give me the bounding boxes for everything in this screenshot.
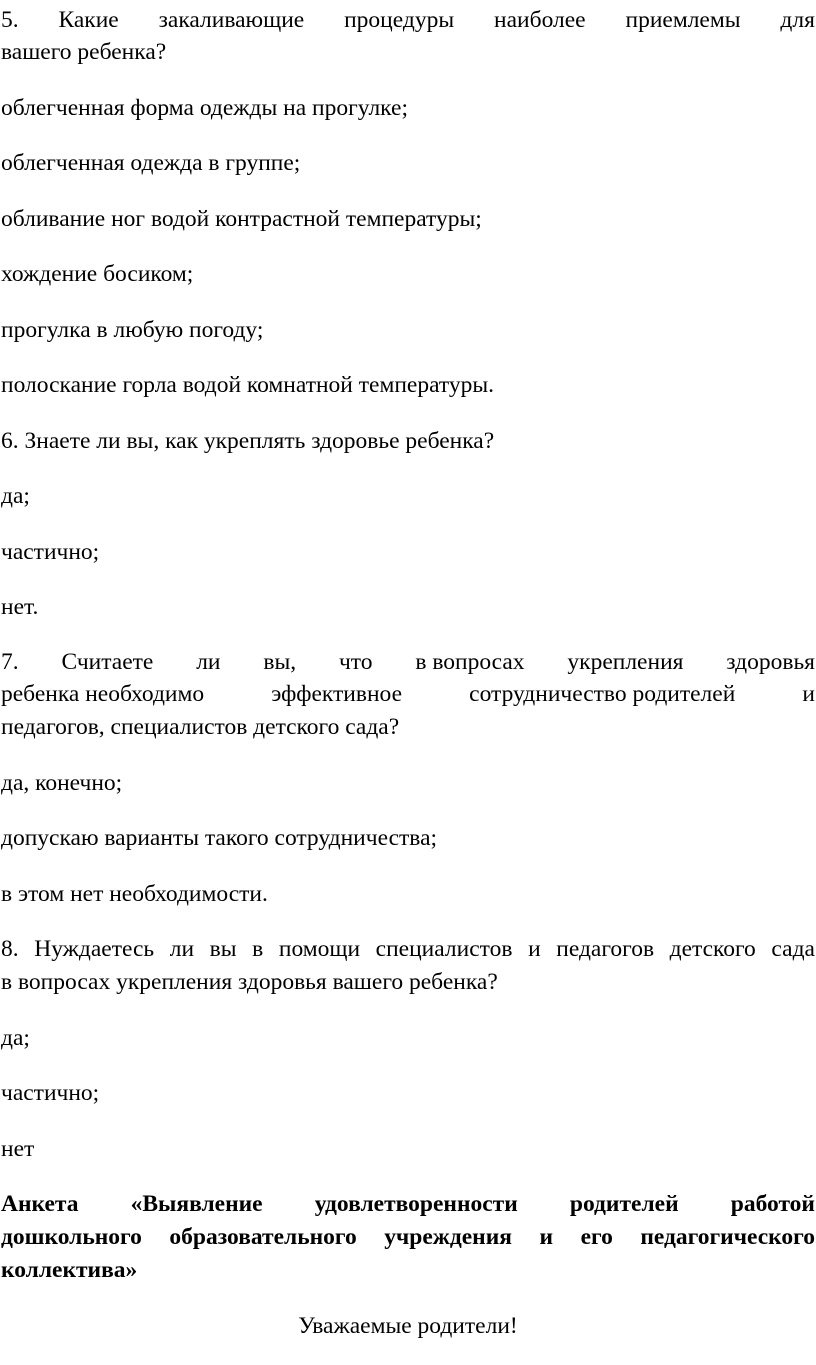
q7-word: ли (196, 649, 221, 675)
q7-question-line-3: педагогов, специалистов детского сада? (1, 714, 400, 740)
q5-word: Какие (58, 7, 119, 33)
q7-word: ребенка необходимо (1, 681, 205, 707)
greeting: Уважаемые родители! (298, 1313, 518, 1339)
q7-option: в этом нет необходимости. (1, 881, 268, 907)
q5-option: облегченная форма одежды на прогулке; (1, 95, 408, 121)
title-word: «Выявление (130, 1191, 263, 1217)
title-word: образовательного (169, 1224, 357, 1250)
q7-word: укрепления (567, 649, 684, 675)
q8-word: 8. (1, 936, 19, 962)
title-word: дошкольного (1, 1224, 142, 1250)
q8-word: и (528, 936, 541, 962)
q8-word: педагогов (556, 936, 655, 962)
q5-option: облегченная одежда в группе; (1, 150, 301, 176)
q6-option: нет. (1, 594, 39, 620)
q8-word: детского (669, 936, 756, 962)
q5-word: наиболее (494, 7, 586, 33)
q7-word: что (338, 649, 373, 675)
title-word: родителей (569, 1191, 679, 1217)
q6-question: 6. Знаете ли вы, как укреплять здоровье ребенка? (1, 428, 495, 454)
q8-word: в (252, 936, 264, 962)
q8-option: нет (1, 1136, 35, 1162)
title-word: работой (730, 1191, 815, 1217)
q8-question-line-1 (1, 933, 815, 965)
title-word: педагогического (640, 1224, 815, 1250)
q6-option: да; (1, 483, 30, 509)
q7-word: вы, (263, 649, 297, 675)
title-word: его (580, 1224, 613, 1250)
q5-question-line-1 (1, 4, 815, 36)
survey-title-line-1 (1, 1188, 815, 1220)
q7-word: в вопросах (415, 649, 525, 675)
title-word: удовлетворенности (314, 1191, 518, 1217)
q8-word: сада (771, 936, 815, 962)
q7-word: эффективное (271, 681, 403, 707)
title-word: Анкета (1, 1191, 79, 1217)
q8-word: Нуждаетесь (34, 936, 155, 962)
survey-title-line-2 (1, 1221, 815, 1253)
q5-word: закаливающие (158, 7, 305, 33)
q7-question-line-1 (1, 646, 815, 678)
q5-word: процедуры (344, 7, 455, 33)
q5-word: приемлемы (625, 7, 741, 33)
q6-option: частично; (1, 539, 100, 565)
q7-word: Считаете (61, 649, 154, 675)
title-word: и (539, 1224, 554, 1250)
q5-word: 5. (1, 7, 19, 33)
q5-option: полоскание горла водой комнатной температуры. (1, 372, 495, 398)
q7-option: да, конечно; (1, 770, 123, 796)
q7-word: здоровья (726, 649, 815, 675)
q5-option: хождение босиком; (1, 261, 194, 287)
q8-word: вы (209, 936, 237, 962)
q5-option: прогулка в любую погоду; (1, 317, 264, 343)
q5-option: обливание ног водой контрастной температуры; (1, 206, 482, 232)
q7-word: 7. (1, 649, 19, 675)
q8-question-line-2: в вопросах укрепления здоровья вашего ребенка? (1, 969, 498, 995)
q7-word: и (802, 681, 815, 707)
q7-question-line-2 (1, 678, 815, 710)
q8-option: частично; (1, 1080, 100, 1106)
q8-word: специалистов (375, 936, 513, 962)
q5-word: для (780, 7, 815, 33)
q7-option: допускаю варианты такого сотрудничества; (1, 825, 438, 851)
q5-question-line-2: вашего ребенка? (1, 39, 167, 65)
q7-word: сотрудничество родителей (469, 681, 736, 707)
title-word: учреждения (384, 1224, 512, 1250)
q8-option: да; (1, 1025, 30, 1051)
q8-word: помощи (278, 936, 361, 962)
survey-title-line-3: коллектива» (1, 1257, 138, 1283)
q8-word: ли (169, 936, 195, 962)
